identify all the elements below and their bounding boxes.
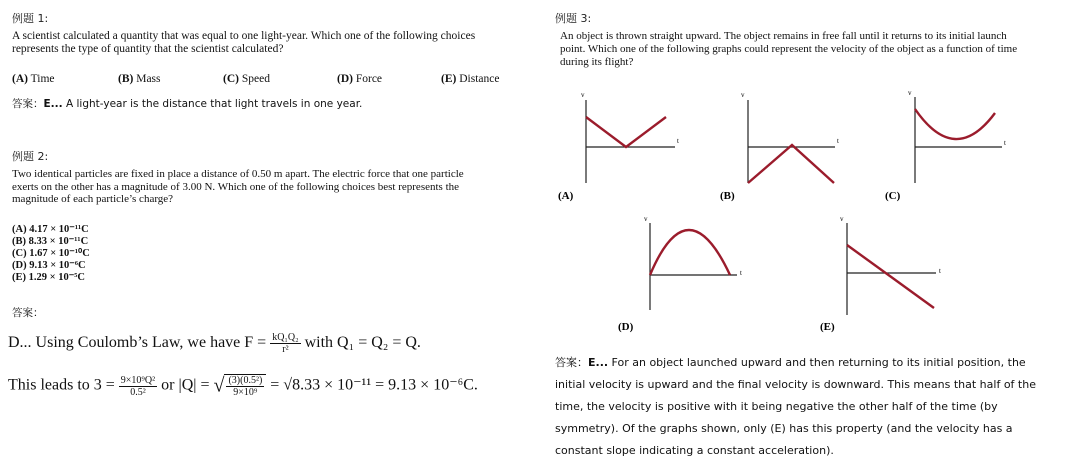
graph-e bbox=[840, 215, 941, 315]
q2-frac-coulomb: $\frac{\text{kQ₁Q₂}}{\text{r²}}$ bbox=[272, 332, 299, 355]
q2-answer-label: 答案： bbox=[12, 307, 44, 319]
q3-question-line1: An object is thrown straight upward. The object remains in free fall until it returns to its initial launch bbox=[560, 30, 1007, 42]
q2-choices bbox=[12, 224, 90, 284]
graph-b-letter: (B) bbox=[720, 190, 735, 202]
graph-c-curve bbox=[915, 109, 995, 139]
graph-d bbox=[644, 215, 742, 310]
q2-sol1-start: D... Using Coulomb’s Law, we have F = bbox=[8, 334, 267, 352]
q2-sol1-end: with Q₁ = Q₂ = Q. bbox=[304, 334, 421, 352]
graph-b-v-label: v bbox=[741, 91, 745, 99]
graph-a-v-label: v bbox=[581, 91, 585, 99]
graph-d-t-label: t bbox=[740, 269, 742, 277]
q1-question bbox=[12, 30, 537, 56]
graph-e-curve bbox=[847, 245, 934, 308]
graph-b-curve bbox=[748, 145, 834, 183]
graph-e-v-label: v bbox=[840, 215, 844, 223]
q3-graphs bbox=[550, 85, 1080, 340]
q2-sol2-mid: or |Q| = bbox=[161, 376, 210, 394]
graph-e-letter: (E) bbox=[820, 321, 835, 333]
q3-question bbox=[560, 30, 1075, 69]
q1-choice-e: (E) Distance bbox=[441, 73, 500, 85]
graph-c-t-label: t bbox=[1004, 139, 1006, 147]
q2-question-line2: exerts on the other has a magnitude of 3.00 N. Which one of the following choices best represents the bbox=[12, 180, 460, 193]
q3-answer: 答案：E... For an object launched upward and then returning to its initial position, the initial velocity is upward and the final velocity is downward. This means that half of the time, the velocity is positive with it being negative the other half of the time (by symmetry). Of the graphs shown, only (E) has this property (and the velocity has a constant slope indicating a constant acceleration). bbox=[555, 356, 1036, 457]
q2-question bbox=[12, 168, 537, 206]
graph-c-letter: (C) bbox=[885, 190, 901, 202]
graph-c-v-label: v bbox=[908, 89, 912, 97]
q2-choice-d: (D) 9.13 × 10⁻⁶C bbox=[12, 260, 86, 271]
q1-choice-b: (B) Mass bbox=[118, 73, 161, 85]
q2-label: 例题 2: bbox=[12, 150, 49, 163]
graph-a-letter: (A) bbox=[558, 190, 574, 202]
graph-c bbox=[908, 89, 1006, 183]
q2-choice-c: (C) 1.67 × 10⁻¹⁰C bbox=[12, 248, 90, 259]
q2-choice-a: (A) 4.17 × 10⁻¹¹C bbox=[12, 224, 89, 235]
graph-d-letter: (D) bbox=[618, 321, 634, 333]
graph-a-curve bbox=[586, 117, 666, 147]
graph-a-t-label: t bbox=[677, 137, 679, 145]
q2-solution-line2: This leads to 3 = $\frac{\text{9×10⁹Q²}}{\text{0.5²}}$ or |Q| = √ $\frac{\text{(3)(0.5²)}}{\text{9×10⁹}}$ = √8.33 × 10⁻¹¹ = 9.13 × 10⁻⁶C. bbox=[8, 374, 478, 398]
q1-question-line1: A scientist calculated a quantity that was equal to one light-year. Which one of the following choices bbox=[12, 30, 476, 42]
q1-answer: 答案：E... A light-year is the distance that light travels in one year. bbox=[12, 98, 363, 110]
graph-e-t-label: t bbox=[939, 267, 941, 275]
q2-choice-b: (B) 8.33 × 10⁻¹¹C bbox=[12, 236, 89, 247]
q2-frac-force: $\frac{\text{9×10⁹Q²}}{\text{0.5²}}$ bbox=[120, 374, 156, 398]
graph-b bbox=[741, 91, 839, 183]
q3-question-line3: during its flight? bbox=[560, 56, 634, 68]
graph-a bbox=[581, 91, 679, 183]
q2-solution-line1 bbox=[8, 332, 421, 355]
q2-choice-e: (E) 1.29 × 10⁻⁵C bbox=[12, 272, 86, 283]
graph-b-t-label: t bbox=[837, 137, 839, 145]
q2-question-line3: magnitude of each particle’s charge? bbox=[12, 193, 174, 205]
q2-frac-charge: $\frac{\text{(3)(0.5²)}}{\text{9×10⁹}}$ bbox=[228, 375, 263, 398]
q1-choice-a: (A) Time bbox=[12, 73, 55, 85]
q1-label: 例题 1: bbox=[12, 12, 49, 25]
q1-choice-d: (D) Force bbox=[337, 73, 383, 85]
q2-sol2-result: = √8.33 × 10⁻¹¹ = 9.13 × 10⁻⁶C. bbox=[270, 376, 478, 394]
graph-d-curve bbox=[650, 230, 730, 275]
q1-choice-c: (C) Speed bbox=[223, 73, 270, 85]
graph-d-v-label: v bbox=[644, 215, 648, 223]
q1-question-line2: represents the type of quantity that the scientist calculated? bbox=[12, 43, 284, 55]
q2-sol2-start: This leads to 3 = bbox=[8, 376, 115, 394]
q3-label: 例题 3: bbox=[555, 12, 592, 25]
q2-question-line1: Two identical particles are fixed in place a distance of 0.50 m apart. The electric force that one particle bbox=[12, 168, 464, 180]
q3-question-line2: point. Which one of the following graphs could represent the velocity of the object as a function of time bbox=[560, 43, 1018, 55]
